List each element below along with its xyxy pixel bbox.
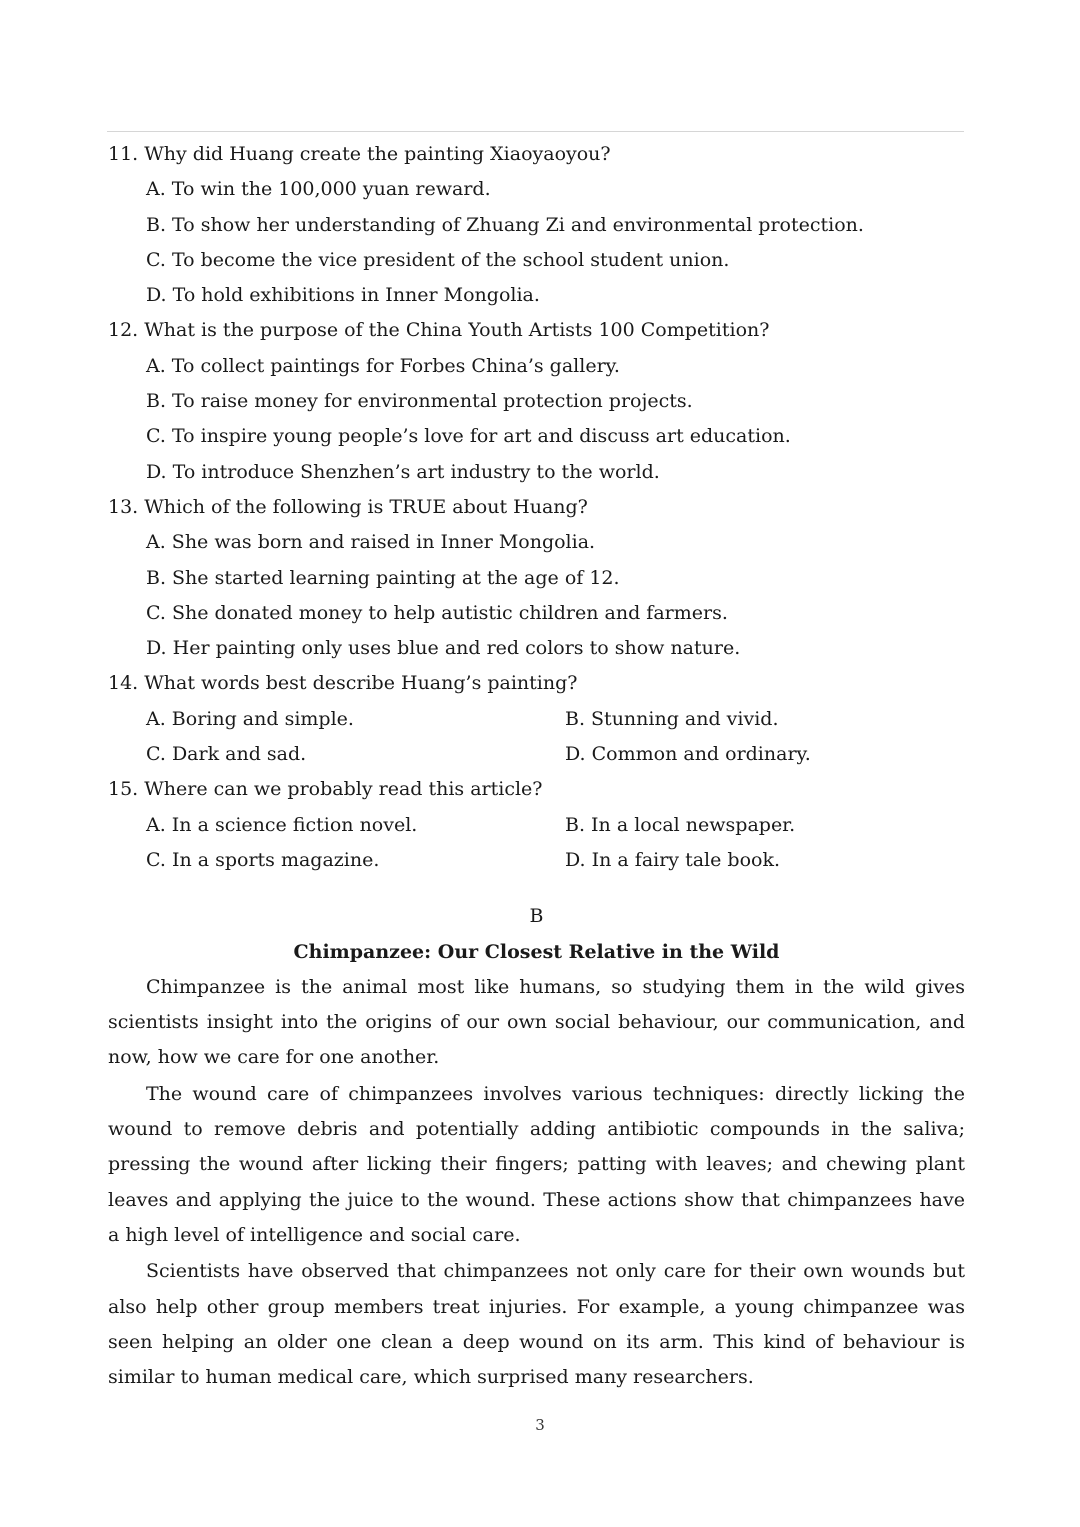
option-b: B. She started learning painting at the age of 12. bbox=[146, 566, 620, 589]
question-11 bbox=[108, 137, 965, 313]
option-d: D. Common and ordinary. bbox=[565, 743, 811, 766]
option-row bbox=[108, 843, 965, 878]
section-letter: B bbox=[529, 905, 544, 928]
option-a: A. Boring and simple. bbox=[146, 707, 354, 730]
option-a: A. To win the 100,000 yuan reward. bbox=[146, 178, 491, 201]
passage-title: Chimpanzee: Our Closest Relative in the Wild bbox=[293, 940, 780, 963]
option-d: D. In a fairy tale book. bbox=[565, 848, 780, 871]
question-stem: 15. Where can we probably read this article? bbox=[108, 778, 543, 801]
option-c: C. She donated money to help autistic children and farmers. bbox=[146, 601, 728, 624]
page-content bbox=[108, 137, 965, 1396]
option-a: A. She was born and raised in Inner Mongolia. bbox=[146, 531, 596, 554]
question-12 bbox=[108, 313, 965, 489]
passage-paragraph: Chimpanzee is the animal most like humans, so studying them in the wild gives scientists insight into the origins of our own social behaviour, our communication, and now, how we care for one another. bbox=[108, 975, 965, 1069]
question-15 bbox=[108, 772, 965, 878]
option-b: B. To show her understanding of Zhuang Zi and environmental protection. bbox=[146, 213, 864, 236]
option-c: C. To inspire young people’s love for art and discuss art education. bbox=[146, 425, 791, 448]
option-b: B. To raise money for environmental protection projects. bbox=[146, 390, 693, 413]
question-13 bbox=[108, 490, 965, 666]
option-d: D. To introduce Shenzhen’s art industry to the world. bbox=[146, 460, 660, 483]
question-14 bbox=[108, 666, 965, 772]
option-row bbox=[108, 737, 965, 772]
passage-paragraph: The wound care of chimpanzees involves various techniques: directly licking the wound to remove debris and potentially adding antibiotic compounds in the saliva; pressing the wound after licking their fingers; patting with leaves; and chewing plant leaves and applying the juice to the wound. These actions show that chimpanzees have a high level of intelligence and social care. bbox=[108, 1082, 965, 1246]
option-row bbox=[108, 808, 965, 843]
option-b: B. In a local newspaper. bbox=[565, 813, 796, 836]
option-a: A. In a science fiction novel. bbox=[146, 813, 418, 836]
option-c: C. In a sports magazine. bbox=[146, 848, 380, 871]
option-b: B. Stunning and vivid. bbox=[565, 707, 779, 730]
option-c: C. Dark and sad. bbox=[146, 743, 307, 766]
question-stem: 12. What is the purpose of the China Youth Artists 100 Competition? bbox=[108, 319, 770, 342]
header-rule bbox=[107, 131, 964, 132]
option-a: A. To collect paintings for Forbes China’s gallery. bbox=[146, 354, 620, 377]
passage-paragraph: Scientists have observed that chimpanzees not only care for their own wounds but also help other group members treat injuries. For example, a young chimpanzee was seen helping an older one clean a deep wound on its arm. This kind of behaviour is similar to human medical care, which surprised many researchers. bbox=[108, 1260, 965, 1389]
question-stem: 14. What words best describe Huang’s painting? bbox=[108, 672, 578, 695]
page-number: 3 bbox=[535, 1416, 545, 1434]
option-c: C. To become the vice president of the school student union. bbox=[146, 248, 730, 271]
option-d: D. To hold exhibitions in Inner Mongolia. bbox=[146, 284, 540, 307]
option-row bbox=[108, 702, 965, 737]
option-d: D. Her painting only uses blue and red colors to show nature. bbox=[146, 637, 741, 660]
question-stem: 11. Why did Huang create the painting Xiaoyaoyou? bbox=[108, 143, 611, 165]
question-stem: 13. Which of the following is TRUE about Huang? bbox=[108, 495, 588, 518]
